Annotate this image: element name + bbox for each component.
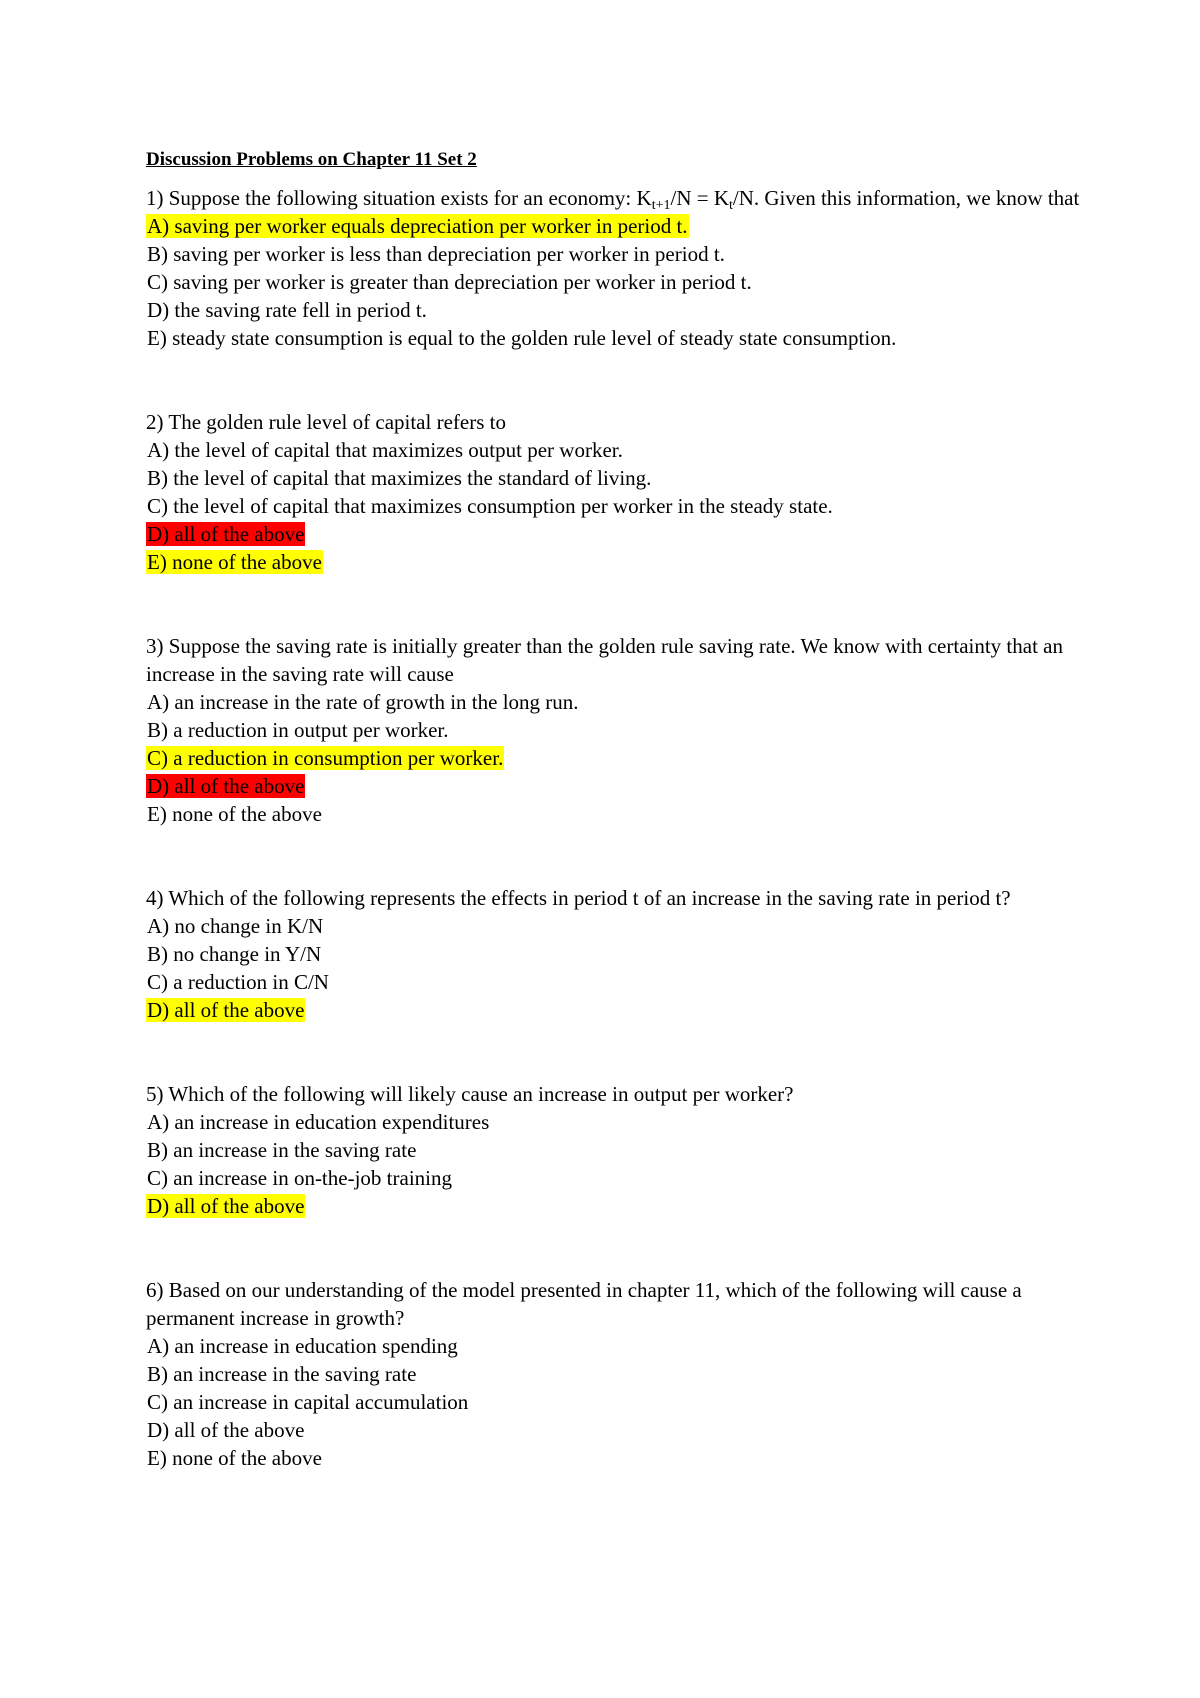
question-3: [146, 632, 1086, 828]
question-1-option-d: D) the saving rate fell in period t.: [147, 298, 427, 322]
question-3-option-a: A) an increase in the rate of growth in the long run.: [147, 690, 579, 714]
question-5-option-a: A) an increase in education expenditures: [147, 1110, 490, 1134]
question-2-option-a: A) the level of capital that maximizes output per worker.: [147, 438, 623, 462]
question-2-option-b: B) the level of capital that maximizes the standard of living.: [147, 466, 652, 490]
question-1-option-b: B) saving per worker is less than depreciation per worker in period t.: [147, 242, 725, 266]
question-2-option-e: E) none of the above: [147, 550, 322, 574]
question-1-stem: [146, 184, 1086, 212]
spacer: [146, 828, 1086, 884]
question-3-option-c: C) a reduction in consumption per worker.: [147, 746, 504, 770]
question-2-option-d: D) all of the above: [147, 522, 305, 546]
question-5-option-b: B) an increase in the saving rate: [147, 1138, 417, 1162]
question-6: [146, 1276, 1086, 1472]
question-6-option-a: A) an increase in education spending: [147, 1334, 458, 1358]
question-4-option-b: B) no change in Y/N: [147, 942, 322, 966]
question-1-stem-part-2: /N = K: [670, 186, 729, 210]
question-6-option-b: B) an increase in the saving rate: [147, 1362, 417, 1386]
spacer: [146, 1220, 1086, 1276]
question-3-option-e: E) none of the above: [147, 802, 322, 826]
question-4-stem: 4) Which of the following represents the effects in period t of an increase in the saving rate in period t?: [146, 886, 1011, 910]
question-2-stem: 2) The golden rule level of capital refers to: [146, 410, 506, 434]
question-3-option-b: B) a reduction in output per worker.: [147, 718, 449, 742]
question-1-stem-part-3: /N. Given this information, we know that: [732, 186, 1080, 210]
question-1: [146, 184, 1086, 352]
spacer: [146, 352, 1086, 408]
question-5-stem: 5) Which of the following will likely cause an increase in output per worker?: [146, 1082, 794, 1106]
question-1-option-e: E) steady state consumption is equal to the golden rule level of steady state consumption.: [147, 326, 897, 350]
question-4-option-d: D) all of the above: [147, 998, 305, 1022]
question-6-option-c: C) an increase in capital accumulation: [147, 1390, 469, 1414]
question-5-option-c: C) an increase in on-the-job training: [147, 1166, 452, 1190]
question-2: [146, 408, 1086, 576]
question-3-option-d: D) all of the above: [147, 774, 305, 798]
document-page: [146, 146, 1086, 1472]
question-1-stem-part-1: 1) Suppose the following situation exists for an economy: K: [146, 186, 652, 210]
subscript-t: t: [729, 198, 733, 213]
page-title: Discussion Problems on Chapter 11 Set 2: [146, 149, 477, 170]
question-4-option-a: A) no change in K/N: [147, 914, 324, 938]
question-1-option-c: C) saving per worker is greater than depreciation per worker in period t.: [147, 270, 752, 294]
question-6-stem: 6) Based on our understanding of the model presented in chapter 11, which of the following will cause a permanent increase in growth?: [146, 1278, 1022, 1330]
spacer: [146, 1024, 1086, 1080]
subscript-t-plus-1: t+1: [651, 198, 671, 213]
question-4-option-c: C) a reduction in C/N: [147, 970, 329, 994]
question-1-option-a: A) saving per worker equals depreciation per worker in period t.: [147, 214, 688, 238]
question-2-option-c: C) the level of capital that maximizes consumption per worker in the steady state.: [147, 494, 833, 518]
question-4: [146, 884, 1086, 1024]
question-6-option-d: D) all of the above: [147, 1418, 305, 1442]
question-3-stem: 3) Suppose the saving rate is initially greater than the golden rule saving rate. We know with certainty that an increase in the saving rate will cause: [146, 634, 1063, 686]
question-5: [146, 1080, 1086, 1220]
spacer: [146, 576, 1086, 632]
question-6-option-e: E) none of the above: [147, 1446, 322, 1470]
question-5-option-d: D) all of the above: [147, 1194, 305, 1218]
